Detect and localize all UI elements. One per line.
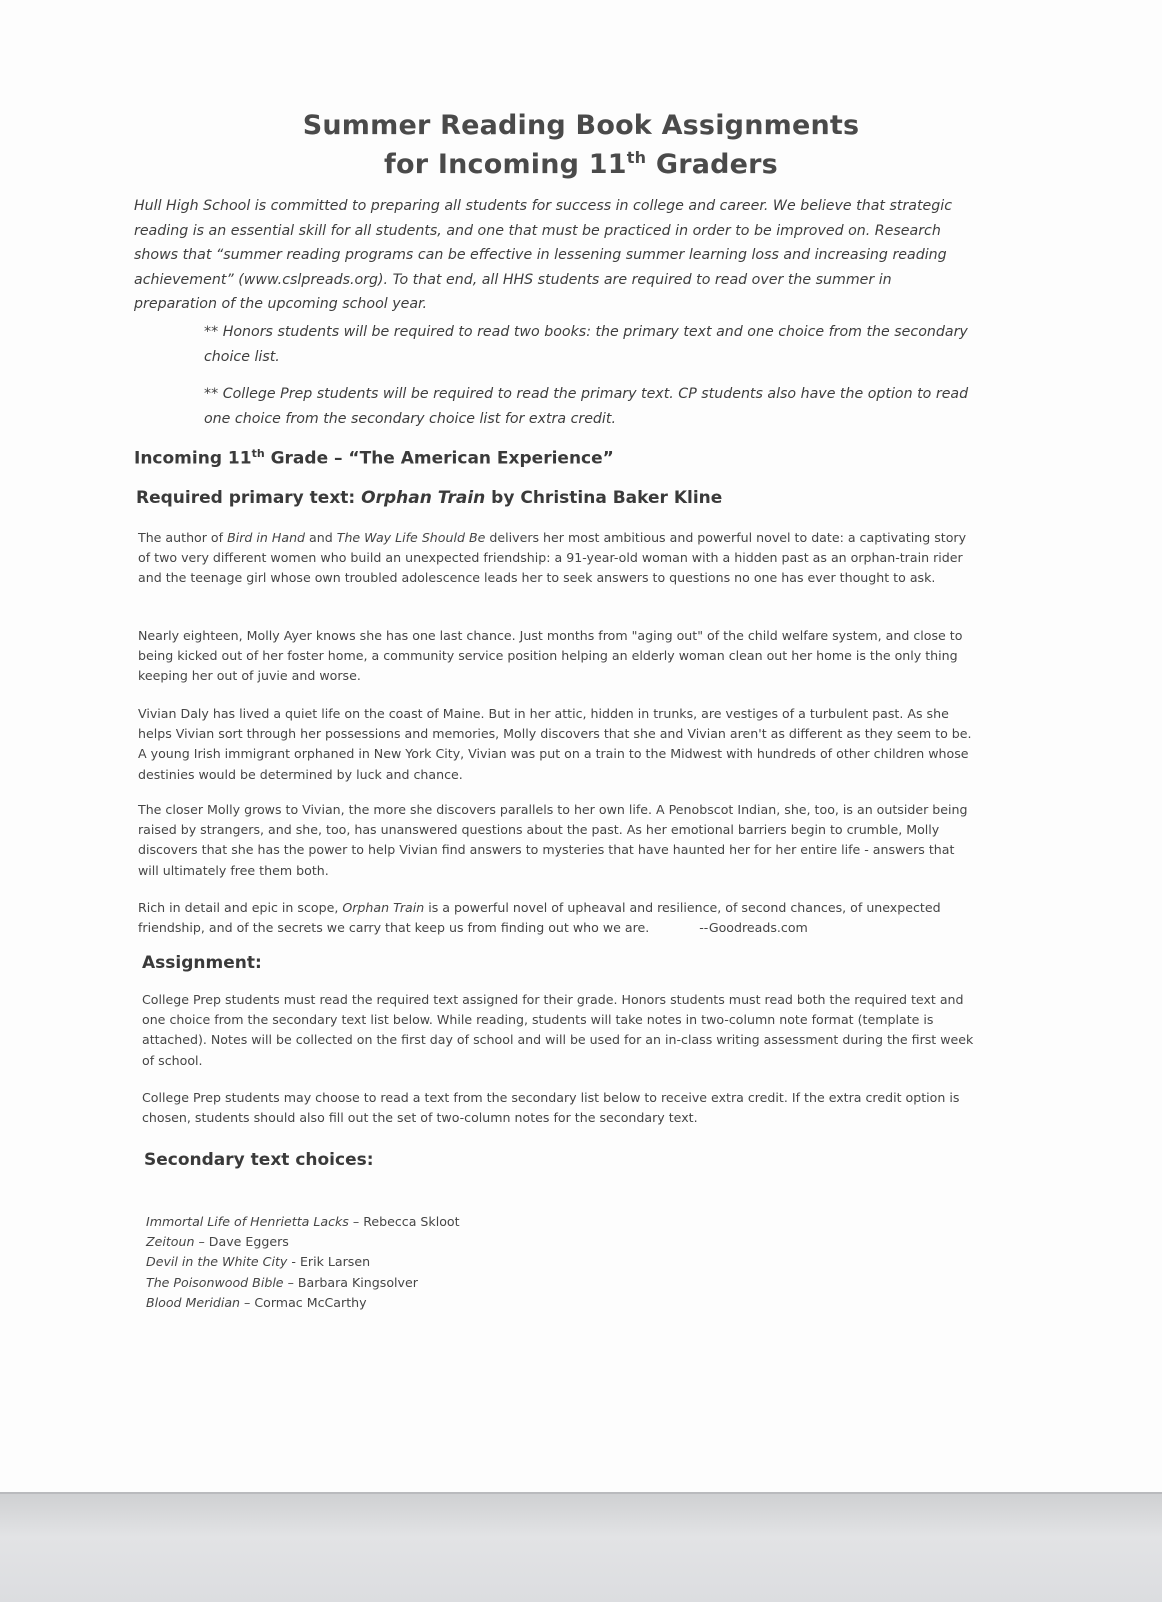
secondary-book-list xyxy=(146,1212,460,1313)
title-superscript: th xyxy=(626,148,647,167)
primary-text-title: Orphan Train xyxy=(361,488,486,508)
review-source: --Goodreads.com xyxy=(699,920,808,936)
list-item: Zeitoun – Dave Eggers xyxy=(146,1234,289,1250)
honors-note: ** Honors students will be required to read two books: the primary text and one choice from the secondary choice list. xyxy=(204,324,968,365)
description-paragraph-5: Rich in detail and epic in scope, Orphan Train is a powerful novel of upheaval and resilience, of second chances, of unexpected friendship, and of the secrets we carry that keep us from finding out who we are. --Goodreads.com xyxy=(138,900,941,936)
description-paragraph-3: Vivian Daly has lived a quiet life on the coast of Maine. But in her attic, hidden in trunks, are vestiges of a turbulent past. As she helps Vivian sort through her possessions and memories, Molly discovers that she and Vivian aren't as different as they seem to be. A young Irish immigrant orphaned in New York City, Vivian was put on a train to the Midwest with hundreds of other children whose destinies would be determined by luck and chance. xyxy=(138,706,972,782)
assignment-paragraph-2: College Prep students may choose to read a text from the secondary list below to receive extra credit. If the extra credit option is chosen, students should also fill out the set of two-column notes for the secondary text. xyxy=(142,1090,960,1126)
assignment-heading: Assignment: xyxy=(142,953,262,973)
college-prep-note: ** College Prep students will be required to read the primary text. CP students also have the option to read one choice from the secondary choice list for extra credit. xyxy=(204,386,969,427)
list-item: Devil in the White City - Erik Larsen xyxy=(146,1254,371,1270)
grade-heading: Incoming 11th Grade – “The American Experience” xyxy=(134,447,614,469)
description-paragraph-1: The author of Bird in Hand and The Way Life Should Be delivers her most ambitious and powerful novel to date: a captivating story of two very different women who build an unexpected friendship: a 91-year-old woman with a hidden past as an orphan-train rider and the teenage girl whose own troubled adolescence leads her to seek answers to questions no one has ever thought to ask. xyxy=(138,530,967,586)
primary-text-heading: Required primary text: Orphan Train by Christina Baker Kline xyxy=(136,488,723,508)
description-paragraph-2: Nearly eighteen, Molly Ayer knows she has one last chance. Just months from "aging out" of the child welfare system, and close to being kicked out of her foster home, a community service position helping an elderly woman clean out her home is the only thing keeping her out of juvie and worse. xyxy=(138,628,963,684)
intro-paragraph: Hull High School is committed to preparing all students for success in college and career. We believe that strategic reading is an essential skill for all students, and one that must be practiced in order to be improved on. Research shows that “summer reading programs can be effective in lessening summer learning loss and increasing reading achievement” (www.cslpreads.org). To that end, all HHS students are required to read over the summer in preparation of the upcoming school year. xyxy=(134,198,953,312)
secondary-heading: Secondary text choices: xyxy=(144,1150,374,1170)
list-item: The Poisonwood Bible – Barbara Kingsolver xyxy=(146,1274,418,1290)
assignment-paragraph-1: College Prep students must read the required text assigned for their grade. Honors students must read both the required text and one choice from the secondary text list below. While reading, students will take notes in two-column note format (template is attached). Notes will be collected on the first day of school and will be used for an in-class writing assessment during the first week of school. xyxy=(142,992,974,1068)
scanner-edge xyxy=(0,1492,1162,1602)
list-item: Immortal Life of Henrietta Lacks – Rebecca Skloot xyxy=(146,1214,460,1229)
description-paragraph-4: The closer Molly grows to Vivian, the more she discovers parallels to her own life. A Penobscot Indian, she, too, is an outsider being raised by strangers, and she, too, has unanswered questions about the past. As her emotional barriers begin to crumble, Molly discovers that she has the power to help Vivian find answers to mysteries that have haunted her for her entire life - answers that will ultimately free them both. xyxy=(138,802,968,878)
page-title-line-1: Summer Reading Book Assignments xyxy=(302,110,860,141)
list-item: Blood Meridian – Cormac McCarthy xyxy=(146,1294,367,1310)
page-title-line-2: for Incoming 11th Graders xyxy=(384,148,778,180)
